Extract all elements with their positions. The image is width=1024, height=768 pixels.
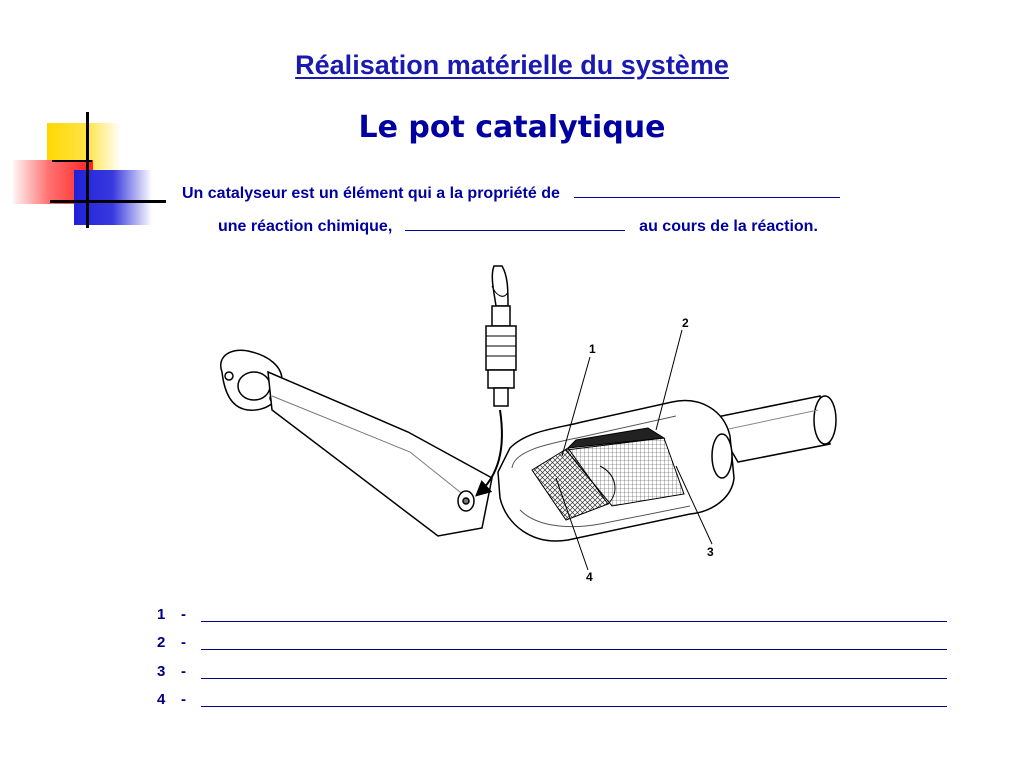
answer-number: 1 [157, 606, 166, 623]
sentence-part-2: une réaction chimique, [218, 218, 393, 235]
sentence-part-1: Un catalyseur est un élément qui a la propriété de [182, 185, 560, 202]
oxygen-sensor [486, 266, 516, 406]
callout-2: 2 [682, 316, 689, 330]
answer-line[interactable] [201, 678, 947, 679]
catalytic-converter-diagram [200, 255, 850, 595]
answer-number: 3 [157, 663, 166, 680]
callout-1: 1 [589, 342, 596, 356]
answer-line[interactable] [201, 706, 947, 707]
answer-row-1 [157, 606, 947, 628]
answer-separator: - [181, 634, 186, 651]
answer-row-3 [157, 663, 947, 685]
answer-separator: - [181, 663, 186, 680]
answer-blank-1[interactable] [574, 197, 840, 198]
callout-3: 3 [707, 545, 714, 559]
decorative-horizontal-line [50, 200, 166, 203]
answer-blank-2[interactable] [405, 230, 625, 231]
sentence-line-1 [182, 185, 840, 203]
page-title: Réalisation matérielle du système [295, 50, 729, 80]
answer-separator: - [181, 691, 186, 708]
answer-row-4 [157, 691, 947, 713]
answer-row-2 [157, 634, 947, 656]
answer-line[interactable] [201, 649, 947, 650]
callout-4: 4 [586, 570, 593, 584]
answer-separator: - [181, 606, 186, 623]
sentence-part-3: au cours de la réaction. [639, 218, 818, 235]
answer-number: 2 [157, 634, 166, 651]
page-subtitle: Le pot catalytique [358, 110, 666, 145]
inlet-pipe [268, 372, 492, 536]
answer-number: 4 [157, 691, 166, 708]
decorative-short-line [52, 160, 92, 162]
sentence-line-2 [218, 218, 818, 236]
answer-line[interactable] [201, 621, 947, 622]
